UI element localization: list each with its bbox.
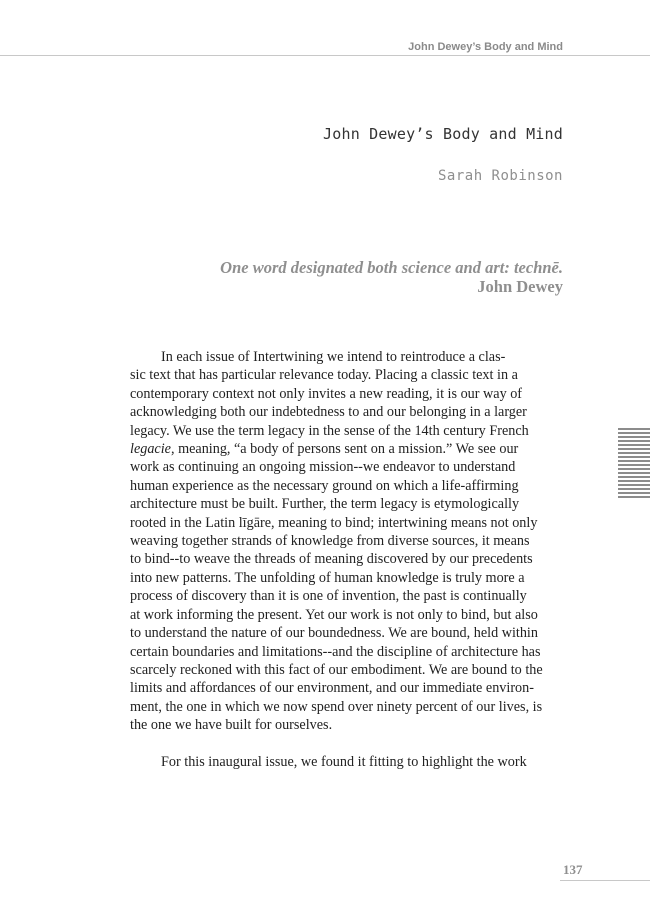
running-head: John Dewey’s Body and Mind	[408, 41, 563, 53]
body-line: legacy. We use the term legacy in the sense of the 14th century French	[130, 422, 529, 439]
body-line: the one we have built for ourselves.	[130, 717, 333, 734]
section-tab-marker	[618, 428, 650, 498]
body-line: architecture must be built. Further, the term legacy is etymologically	[130, 496, 520, 513]
body-paragraph-1	[130, 348, 563, 735]
article-title: John Dewey’s Body and Mind	[323, 125, 563, 143]
body-line: limits and affordances of our environment, and our immediate environ-	[130, 680, 534, 697]
body-line-legacie	[130, 440, 563, 458]
body-line: contemporary context not only invites a new reading, it is our way of	[130, 385, 523, 402]
body-line: to understand the nature of our boundedness. We are bound, held within	[130, 625, 538, 642]
body-line: weaving together strands of knowledge from diverse sources, it means	[130, 533, 530, 550]
article-author: Sarah Robinson	[437, 168, 563, 184]
footer-rule	[560, 880, 650, 881]
body-line-rest: , meaning, “a body of persons sent on a mission.” We see our	[170, 441, 519, 458]
body-line: ment, the one in which we now spend over ninety percent of our lives, is	[130, 698, 543, 715]
body-line: acknowledging both our indebtedness to and our belonging in a larger	[130, 404, 527, 421]
body-line: into new patterns. The unfolding of human knowledge is truly more a	[130, 569, 525, 586]
body-line: work as continuing an ongoing mission--we endeavor to understand	[130, 459, 516, 476]
header-rule	[0, 55, 650, 56]
body-line: to bind--to weave the threads of meaning discovered by our precedents	[130, 551, 533, 568]
body-line: For this inaugural issue, we found it fitting to highlight the work	[161, 754, 527, 770]
body-line: human experience as the necessary ground on which a life-affirming	[130, 477, 519, 494]
body-line: rooted in the Latin līgāre, meaning to bind; intertwining means not only	[130, 514, 538, 531]
page-number: 137	[563, 862, 583, 877]
body-line: process of discovery than it is one of invention, the past is continually	[130, 588, 527, 605]
body-line: sic text that has particular relevance today. Placing a classic text in a	[130, 367, 518, 384]
epigraph-quote: One word designated both science and art: technē.	[220, 258, 563, 277]
epigraph-attribution: John Dewey	[477, 277, 563, 296]
body-line: In each issue of Intertwining we intend to reintroduce a clas-	[161, 349, 506, 365]
epigraph	[220, 258, 563, 296]
italic-word: legacie	[130, 441, 171, 458]
body-line: at work informing the present. Yet our work is not only to bind, but also	[130, 606, 538, 623]
body-line: certain boundaries and limitations--and the discipline of architecture has	[130, 643, 541, 660]
body-line: scarcely reckoned with this fact of our embodiment. We are bound to the	[130, 661, 543, 678]
body-paragraph-2	[130, 753, 563, 771]
